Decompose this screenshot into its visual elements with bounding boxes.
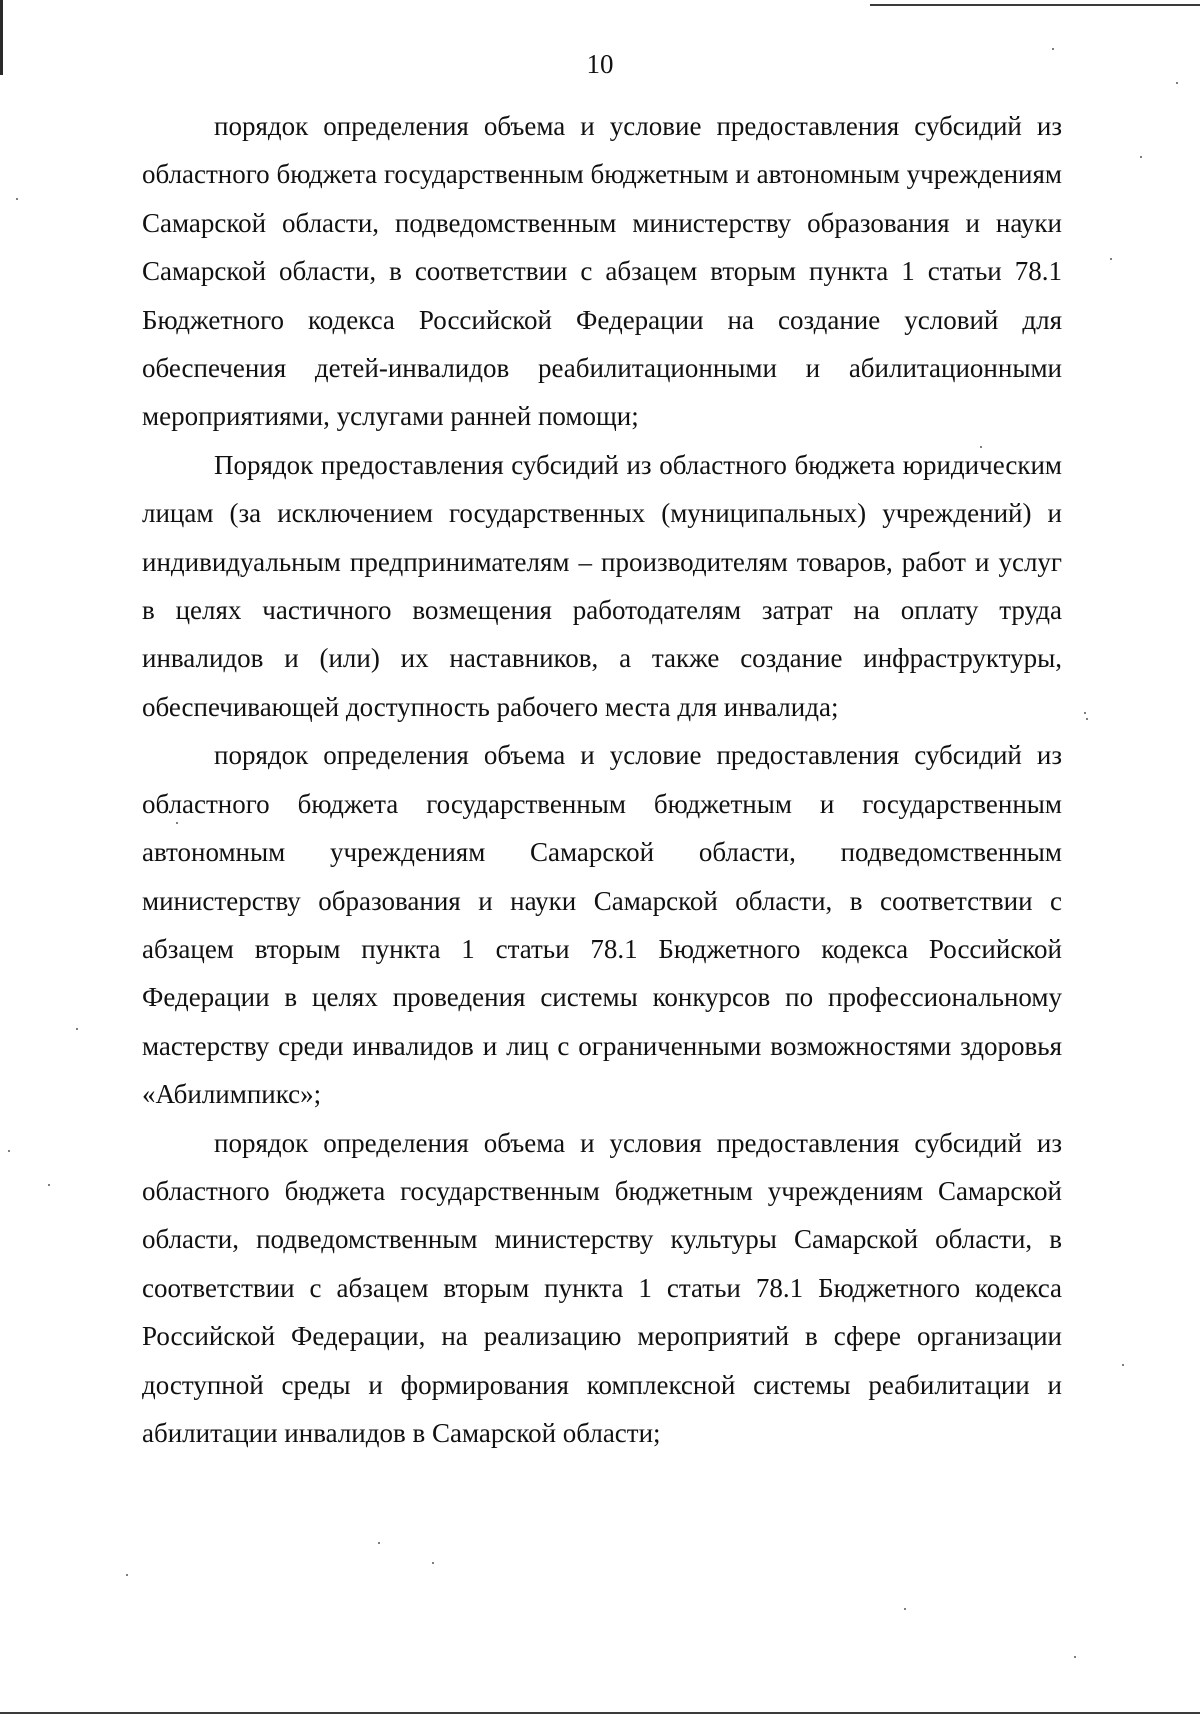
scan-speck bbox=[1122, 1364, 1124, 1366]
scan-speck bbox=[176, 822, 178, 824]
scan-speck bbox=[1176, 82, 1178, 84]
paragraph-subsidy-abilympics: порядок определения объема и условие предоставления субсидий из областного бюджета государственным бюджетным и государственным автономным учреждениям Самарской области, подведомственным министерству образования и науки Самарской области, в соответствии с абзацем вторым пункта 1 статьи 78.1 Бюджетного кодекса Российской Федерации в целях проведения системы конкурсов по профессиональному мастерству среди инвалидов и лиц с ограниченными возможностями здоровья «Абилимпикс»; bbox=[142, 740, 1062, 1110]
paragraph-subsidy-disabled-children: порядок определения объема и условие предоставления субсидий из областного бюджета государственным бюджетным и автономным учреждениям Самарской области, подведомственным министерству образования и науки Самарской области, в соответствии с абзацем вторым пункта 1 статьи 78.1 Бюджетного кодекса Российской Федерации на создание условий для обеспечения детей-инвалидов реабилитационными и абилитационными мероприятиями, услугами ранней помощи; bbox=[142, 111, 1062, 432]
body-text bbox=[142, 102, 1062, 1457]
scan-speck bbox=[48, 1184, 50, 1186]
scan-speck bbox=[126, 1574, 128, 1576]
scan-speck bbox=[980, 446, 982, 448]
scan-speck bbox=[904, 1608, 906, 1610]
scan-speck bbox=[16, 198, 18, 200]
page-number: 10 bbox=[586, 49, 614, 79]
scan-speck bbox=[1052, 48, 1054, 50]
paragraph-subsidy-culture: порядок определения объема и условия предоставления субсидий из областного бюджета государственным бюджетным учреждениям Самарской области, подведомственным министерству культуры Самарской области, в соответствии с абзацем вторым пункта 1 статьи 78.1 Бюджетного кодекса Российской Федерации, на реализацию мероприятий в сфере организации доступной среды и формирования комплексной системы реабилитации и абилитации инвалидов в Самарской области; bbox=[142, 1127, 1062, 1448]
scan-speck bbox=[1110, 258, 1112, 260]
scan-speck bbox=[8, 1150, 10, 1152]
scan-speck bbox=[1074, 1656, 1076, 1658]
scan-speck bbox=[432, 1562, 434, 1564]
paragraph-subsidy-employers: Порядок предоставления субсидий из областного бюджета юридическим лицам (за исключением государственных (муниципальных) учреждений) и индивидуальным предпринимателям – производителям товаров, работ и услуг в целях частичного возмещения работодателям затрат на оплату труда инвалидов и (или) их наставников, а также создание инфраструктуры, обеспечивающей доступность рабочего места для инвалида; bbox=[142, 449, 1062, 722]
scan-speck bbox=[1140, 156, 1142, 158]
scan-speck bbox=[1086, 718, 1088, 720]
scan-edge-top bbox=[870, 4, 1200, 6]
scan-speck bbox=[1084, 712, 1086, 714]
scan-speck bbox=[378, 1542, 380, 1544]
scan-speck bbox=[76, 1028, 78, 1030]
scan-edge-bottom bbox=[0, 1712, 1200, 1714]
